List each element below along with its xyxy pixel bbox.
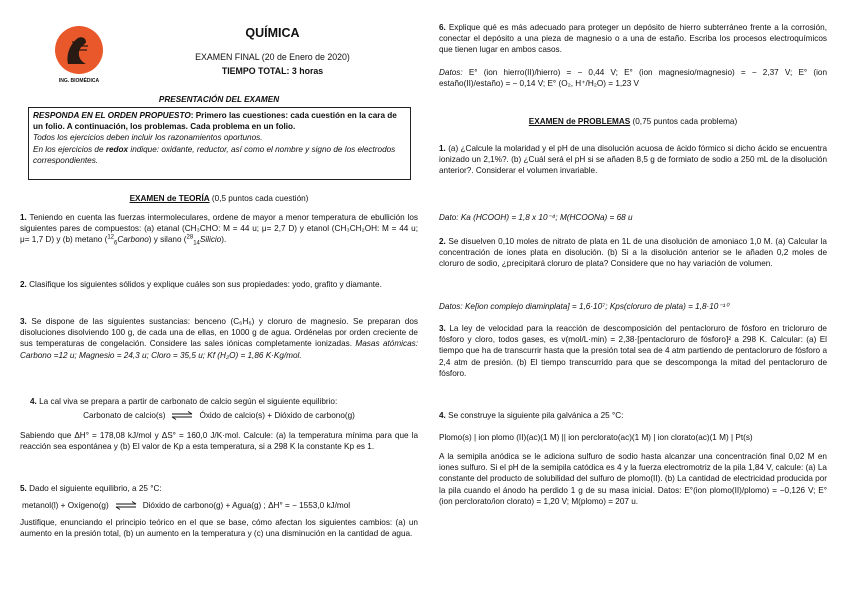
equilibrium-arrows-icon xyxy=(171,411,193,420)
equilibrium-5 xyxy=(20,500,420,511)
question-6-data: Datos: E° (ion hierro(II)/hierro) = − 0,44 V; E° (ion magnesio/magnesio) = − 2,37 V; E° (ion estaño(II)/estaño) = − 0,14 V; E° (O₂, H⁺/H₂O) = 1,23 V xyxy=(439,68,827,89)
question-5: 5. Dado el siguiente equilibrio, a 25 °C: xyxy=(20,484,162,493)
university-logo xyxy=(42,24,116,88)
question-5-text: Justifique, enunciando el principio teórico en el que se base, cómo afectan los siguientes cambios: (a) un aumento en la presión total, (b) un aumento en la temperatura y (c) una disminución en la cantidad de agua. xyxy=(20,518,418,539)
question-1: 1. Teniendo en cuenta las fuerzas intermoleculares, ordene de mayor a menor temperatura de ebullición los siguientes pares de compuestos: (a) etanal (CH₃CHO: M = 44 u; μ= 2,7 D) y etanol (CH₃CH₂OH: M = 44 u; μ= 1,7 D) y (b) metano ($^{12}_6$Carbono) y silano ($^{28}_{14}$Silicio). xyxy=(20,213,418,248)
exam-subtitle: EXAMEN FINAL (20 de Enero de 2020) xyxy=(195,52,350,62)
presentation-heading: PRESENTACIÓN DEL EXAMEN xyxy=(158,95,280,104)
problem-4: 4. Se construye la siguiente pila galvánica a 25 °C: xyxy=(439,411,624,420)
problems-heading: EXAMEN de PROBLEMAS (0,75 puntos cada problema) xyxy=(528,117,738,126)
problem-1-data: Dato: Ka (HCOOH) = 1,8 x 10⁻⁴; M(HCOONa) = 68 u xyxy=(439,213,633,222)
problem-2-data: Datos: Ke[ion complejo diaminplata] = 1,6·10⁷; Kps(cloruro de plata) = 1,8·10⁻¹⁰ xyxy=(439,302,729,311)
question-6: 6. Explique qué es más adecuado para proteger un depósito de hierro subterráneo frente a la corrosión, conectar el depósito a una pieza de magnesio o a una de estaño. Escriba los procesos electroquímicos que tienen lugar en ambos casos. xyxy=(439,23,828,55)
eq4-reactants: Carbonato de calcio(s) xyxy=(83,411,166,420)
question-4: 4. La cal viva se prepara a partir de carbonato de calcio según el siguiente equilibrio: xyxy=(30,397,338,406)
exam-time: TIEMPO TOTAL: 3 horas xyxy=(221,66,324,76)
eq5-products: Dióxido de carbono(g) + Agua(g) ; ΔH° = − 1553,0 kJ/mol xyxy=(142,501,351,510)
galvanic-cell: Plomo(s) | ion plomo (II)(ac)(1 M) || ion perclorato(ac)(1 M) | ion clorato(ac)(1 M) | Pt(s) xyxy=(439,433,753,442)
logo-caption: ING. BIOMÉDICA xyxy=(58,78,100,84)
question-3: 3. Se dispone de las siguientes sustancias: benceno (C₆H₆) y cloruro de magnesio. Se preparan dos disoluciones disolviendo 100 g, de cada una de ellas, en 1000 g de agua. Ordénelas por orden creciente de sus temperaturas de congelación. Considere las sales iónicas completamente ionizadas. Masas atómicas: Carbono =12 u; Magnesio = 24,3 u; Cloro = 35,5 u; Kf (H₂O) = 1,86 K·Kg/mol. xyxy=(20,317,419,360)
problem-3: 3. La ley de velocidad para la reacción de descomposición del pentacloruro de fósforo en tricloruro de fósforo y cloro, todos gases, es v(mol/L·min) = 2,38·[pentacloruro de fósforo]² a 298 K. Calcular: (a) El tiempo que ha de transcurrir hasta que la presión total sea de 4 atm partiendo de pentacloruro de fósforo a 2,4 atm de presión. (b) El tiempo transcurrido para que se descomponga la mitad del pentacloruro de fósforo. xyxy=(439,324,827,378)
equilibrium-4 xyxy=(20,410,418,421)
page-title: QUÍMICA xyxy=(245,26,300,40)
instructions-line1: RESPONDA EN EL ORDEN PROPUESTO: Primero las cuestiones: cada cuestión en la cara de un folio. A continuación, los problemas. Cada problema en un folio. xyxy=(33,111,397,132)
eq5-reactants: metanol(l) + Oxígeno(g) xyxy=(22,501,109,510)
equilibrium-arrows-icon xyxy=(115,501,137,510)
instructions-box xyxy=(28,107,411,180)
problem-4-text: A la semipila anódica se le adiciona sulfuro de sodio hasta alcanzar una concentración final 0,02 M en iones sulfuro. Si el pH de la semipila catódica es 4 y la fuerza electromotriz de la pila 1,84 V, calcule: (a) La constante del producto de solubilidad del sulfuro de plomo(II). (b) La cantidad de electricidad producida por la pila cuando el ánodo ha perdido 1 g de su masa inicial. Datos: E°(ion plomo(II)/plomo) = −0,126 V; E° (ion perclorato/ion clorato) = 1,20 V; M(plomo) = 207 u. xyxy=(439,452,827,506)
problem-1: 1. (a) ¿Calcule la molaridad y el pH de una disolución acuosa de ácido fórmico si dicho ácido se encuentra ionizado un 2,1%?. (b) ¿Cuál será el pH si se añaden 8,5 g de formiato de sodio a 250 mL de la disolución anterior?. Considerar el volumen invariable. xyxy=(439,144,827,176)
problem-2: 2. Se disuelven 0,10 moles de nitrato de plata en 1L de una disolución de amoniaco 1,0 M. (a) Calcular la concentración de iones plata en disolución. (b) Si a la disolución anterior se le añaden 0,2 moles de cloruro de sodio, ¿precipitará cloruro de plata? Considere que no hay variación de volumen. xyxy=(439,237,827,269)
instructions-line2: Todos los ejercicios deben incluir los razonamientos oportunos. xyxy=(33,133,263,143)
question-4-text: Sabiendo que ΔH° = 178,08 kJ/mol y ΔS° = 160,0 J/K·mol. Calcule: (a) la temperatura mínima para que la reacción sea espontánea y (b) El valor de Kp a esta temperatura, si a 298 K la constante Kp es 1. xyxy=(20,431,418,452)
instructions-line3: En los ejercicios de redox indique: oxidante, reductor, así como el nombre y signo de los electrodos correspondientes. xyxy=(33,144,396,165)
question-2: 2. Clasifique los siguientes sólidos y explique cuáles son sus propiedades: yodo, grafito y diamante. xyxy=(20,280,382,289)
eq4-products: Óxido de calcio(s) + Dióxido de carbono(g) xyxy=(199,411,355,420)
theory-heading: EXAMEN de TEORÍA (0,5 puntos cada cuestión) xyxy=(129,194,309,203)
